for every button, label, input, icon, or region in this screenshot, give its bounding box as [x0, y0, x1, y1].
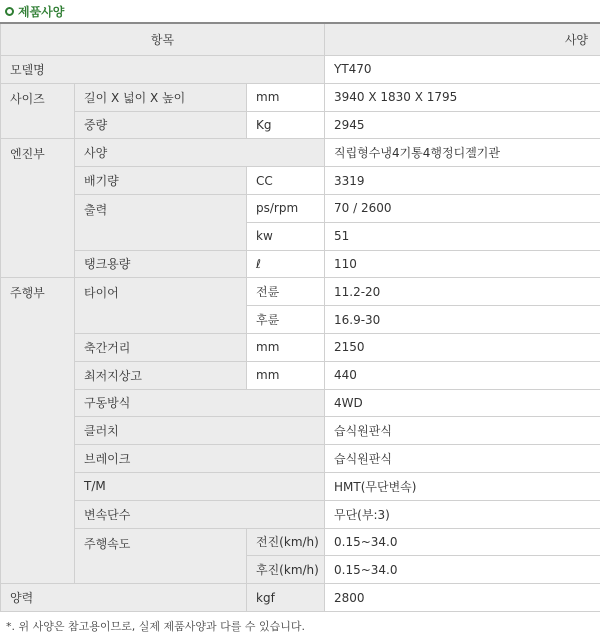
output-unit-psrpm: ps/rpm: [247, 194, 325, 222]
table-row: [1, 56, 600, 84]
speed-rev-value: 0.15~34.0: [325, 556, 600, 584]
engine-spec-label: 사양: [75, 139, 325, 167]
table-row: [1, 472, 600, 500]
engine-spec-value: 직립형수냉4기통4행정디젤기관: [325, 139, 600, 167]
table-row: [1, 194, 600, 222]
weight-value: 2945: [325, 111, 600, 139]
drive-group-label: 주행부: [1, 278, 75, 584]
tire-label: 타이어: [75, 278, 247, 334]
tank-unit: ℓ: [247, 250, 325, 278]
displacement-unit: CC: [247, 167, 325, 195]
table-row: [1, 361, 600, 389]
wheelbase-label: 축간거리: [75, 333, 247, 361]
table-row: [1, 445, 600, 473]
tire-rear-value: 16.9-30: [325, 306, 600, 334]
size-dims-unit: mm: [247, 83, 325, 111]
table-row: [1, 139, 600, 167]
wheelbase-unit: mm: [247, 333, 325, 361]
clutch-value: 습식원판식: [325, 417, 600, 445]
engine-group-label: 엔진부: [1, 139, 75, 278]
table-row: [1, 417, 600, 445]
tire-front-value: 11.2-20: [325, 278, 600, 306]
output-unit-kw: kw: [247, 222, 325, 250]
clearance-unit: mm: [247, 361, 325, 389]
table-row: [1, 167, 600, 195]
brake-value: 습식원판식: [325, 445, 600, 473]
table-row: [1, 250, 600, 278]
speed-label: 주행속도: [75, 528, 247, 584]
circle-bullet-icon: [5, 7, 14, 16]
brake-label: 브레이크: [75, 445, 325, 473]
lift-label: 양력: [1, 584, 247, 612]
table-row: [1, 584, 600, 612]
speed-fwd-label: 전진(km/h): [247, 528, 325, 556]
tm-label: T/M: [75, 472, 325, 500]
output-value-psrpm: 70 / 2600: [325, 194, 600, 222]
size-dims-value: 3940 X 1830 X 1795: [325, 83, 600, 111]
lift-value: 2800: [325, 584, 600, 612]
weight-label: 중량: [75, 111, 247, 139]
footnote: *. 위 사양은 참고용이므로, 실제 제품사양과 다를 수 있습니다.: [0, 612, 600, 634]
table-header-row: [1, 23, 600, 56]
output-label: 출력: [75, 194, 247, 250]
shift-value: 무단(부:3): [325, 500, 600, 528]
section-title-text: 제품사양: [18, 3, 64, 20]
clutch-label: 클러치: [75, 417, 325, 445]
lift-unit: kgf: [247, 584, 325, 612]
displacement-value: 3319: [325, 167, 600, 195]
header-spec: 사양: [325, 23, 600, 56]
table-row: [1, 500, 600, 528]
table-row: [1, 389, 600, 417]
shift-label: 변속단수: [75, 500, 325, 528]
size-dims-label: 길이 X 넓이 X 높이: [75, 83, 247, 111]
tm-value: HMT(무단변속): [325, 472, 600, 500]
weight-unit: Kg: [247, 111, 325, 139]
drivetype-label: 구동방식: [75, 389, 325, 417]
tire-rear-label: 후륜: [247, 306, 325, 334]
section-title: [0, 0, 600, 22]
clearance-label: 최저지상고: [75, 361, 247, 389]
speed-fwd-value: 0.15~34.0: [325, 528, 600, 556]
size-group-label: 사이즈: [1, 83, 75, 139]
model-label: 모델명: [1, 56, 325, 84]
tank-label: 탱크용량: [75, 250, 247, 278]
table-row: [1, 111, 600, 139]
table-row: [1, 528, 600, 556]
drivetype-value: 4WD: [325, 389, 600, 417]
tire-front-label: 전륜: [247, 278, 325, 306]
clearance-value: 440: [325, 361, 600, 389]
table-row: [1, 83, 600, 111]
speed-rev-label: 후진(km/h): [247, 556, 325, 584]
spec-table: [0, 22, 600, 612]
table-row: [1, 278, 600, 306]
model-value: YT470: [325, 56, 600, 84]
output-value-kw: 51: [325, 222, 600, 250]
displacement-label: 배기량: [75, 167, 247, 195]
wheelbase-value: 2150: [325, 333, 600, 361]
tank-value: 110: [325, 250, 600, 278]
table-row: [1, 333, 600, 361]
header-item: 항목: [1, 23, 325, 56]
